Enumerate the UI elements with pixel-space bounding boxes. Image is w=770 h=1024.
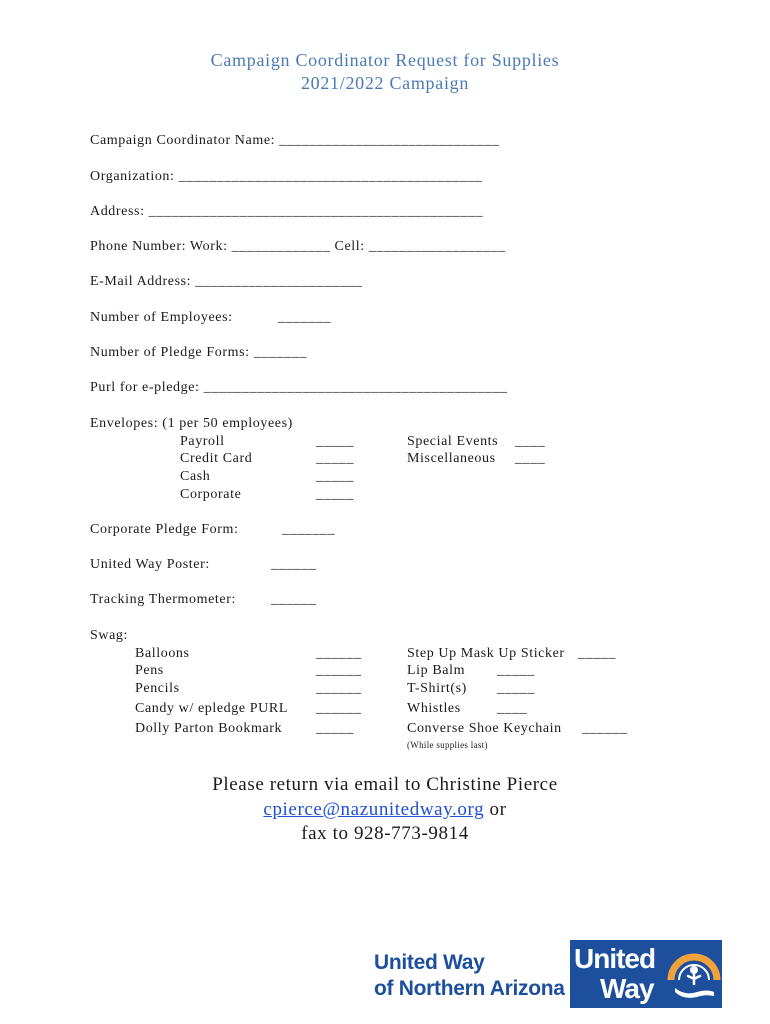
phone-field[interactable]: Phone Number: Work: _____________ Cell: __________________: [90, 239, 506, 254]
form-subtitle: 2021/2022 Campaign: [300, 73, 470, 93]
thermometer-field[interactable]: ______: [271, 592, 317, 607]
pledge-forms-field[interactable]: Number of Pledge Forms: _______: [90, 345, 307, 360]
swag-label: Pencils: [135, 681, 180, 696]
swag-blank[interactable]: ______: [582, 721, 628, 736]
swag-label: T-Shirt(s): [407, 681, 467, 696]
swag-label: Balloons: [135, 646, 190, 661]
logo-box-line2: Way: [600, 973, 654, 1004]
envelopes-heading: Envelopes: (1 per 50 employees): [90, 416, 293, 431]
swag-blank[interactable]: ______: [316, 663, 362, 678]
purl-field[interactable]: Purl for e-pledge: ________________________________________: [90, 380, 508, 395]
envelope-blank[interactable]: _____: [316, 451, 354, 466]
poster-field[interactable]: ______: [271, 557, 317, 572]
logo-text-line1: United Way: [374, 951, 485, 974]
swag-blank[interactable]: _____: [316, 721, 354, 736]
envelope-blank[interactable]: ____: [515, 451, 546, 466]
employees-label: Number of Employees:: [90, 310, 233, 325]
swag-blank[interactable]: _____: [497, 663, 535, 678]
envelope-blank[interactable]: ____: [515, 434, 546, 449]
envelope-blank[interactable]: _____: [316, 487, 354, 502]
coordinator-name-field[interactable]: Campaign Coordinator Name: _____________________________: [90, 133, 500, 148]
swag-heading: Swag:: [90, 628, 128, 643]
swag-blank[interactable]: _____: [497, 681, 535, 696]
or-text: or: [484, 799, 507, 820]
form-title: Campaign Coordinator Request for Supplies: [210, 50, 560, 70]
envelope-blank[interactable]: _____: [316, 469, 354, 484]
corporate-pledge-field[interactable]: _______: [282, 522, 336, 537]
united-way-logo: [570, 940, 722, 1008]
swag-label: Step Up Mask Up Sticker: [407, 646, 565, 661]
return-instructions: Please return via email to Christine Pierce: [212, 774, 558, 795]
swag-label: Lip Balm: [407, 663, 466, 678]
return-email-line: [0, 799, 770, 821]
swag-blank[interactable]: _____: [578, 646, 616, 661]
logo-box-line1: United: [574, 943, 656, 974]
hand-rainbow-icon: [667, 946, 721, 1004]
poster-label: United Way Poster:: [90, 557, 210, 572]
supplies-note: (While supplies last): [407, 740, 488, 750]
email-link[interactable]: cpierce@nazunitedway.org: [263, 799, 485, 820]
swag-label: Whistles: [407, 701, 461, 716]
email-field[interactable]: E-Mail Address: ______________________: [90, 274, 363, 289]
thermometer-label: Tracking Thermometer:: [90, 592, 236, 607]
swag-label: Converse Shoe Keychain: [407, 721, 562, 736]
organization-field[interactable]: Organization: ________________________________________: [90, 169, 483, 184]
fax-line: fax to 928-773-9814: [301, 823, 469, 844]
logo-text-line2: of Northern Arizona: [374, 977, 565, 1000]
swag-blank[interactable]: ______: [316, 681, 362, 696]
corporate-pledge-label: Corporate Pledge Form:: [90, 522, 239, 537]
swag-label: Dolly Parton Bookmark: [135, 721, 283, 736]
envelope-label: Credit Card: [180, 451, 253, 466]
envelope-label: Cash: [180, 469, 211, 484]
envelope-label: Miscellaneous: [407, 451, 496, 466]
swag-blank[interactable]: ____: [497, 701, 528, 716]
envelope-label: Special Events: [407, 434, 499, 449]
envelope-label: Corporate: [180, 487, 242, 502]
envelope-label: Payroll: [180, 434, 225, 449]
swag-blank[interactable]: ______: [316, 701, 362, 716]
swag-blank[interactable]: ______: [316, 646, 362, 661]
envelope-blank[interactable]: _____: [316, 434, 354, 449]
swag-label: Candy w/ epledge PURL: [135, 701, 288, 716]
swag-label: Pens: [135, 663, 164, 678]
address-field[interactable]: Address: ____________________________________________: [90, 204, 484, 219]
employees-field[interactable]: _______: [278, 310, 332, 325]
